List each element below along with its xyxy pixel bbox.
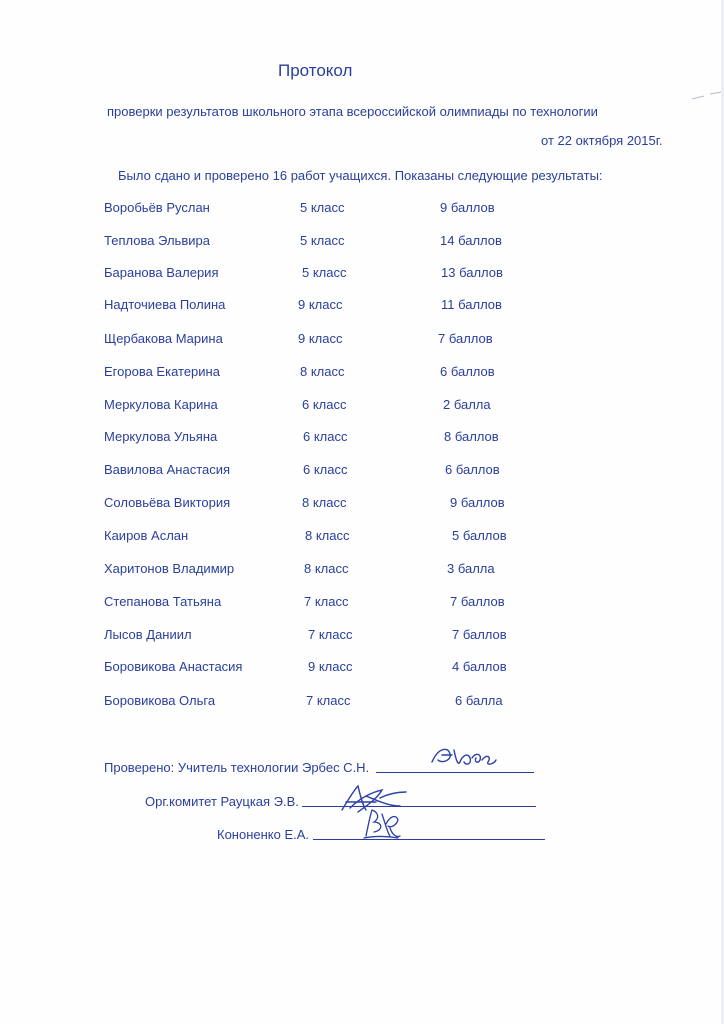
- student-grade: 6 класс: [302, 397, 347, 412]
- student-score: 13 баллов: [441, 265, 503, 280]
- student-name: Харитонов Владимир: [104, 561, 235, 576]
- student-grade: 5 класс: [302, 265, 347, 280]
- student-grade: 8 класс: [302, 495, 347, 510]
- student-name: Степанова Татьяна: [104, 594, 222, 609]
- student-score: 6 баллов: [445, 462, 500, 477]
- student-name: Баранова Валерия: [104, 265, 219, 280]
- student-score: 11 баллов: [441, 297, 502, 312]
- student-score: 6 балла: [455, 693, 503, 708]
- student-grade: 8 класс: [305, 528, 350, 543]
- student-name: Меркулова Карина: [104, 397, 218, 412]
- student-name: Воробьёв Руслан: [104, 200, 210, 215]
- student-score: 5 баллов: [452, 528, 507, 543]
- student-score: 9 баллов: [450, 495, 505, 510]
- student-name: Егорова Екатерина: [104, 364, 220, 379]
- student-grade: 9 класс: [308, 659, 353, 674]
- student-grade: 5 класс: [300, 200, 345, 215]
- student-name: Щербакова Марина: [104, 331, 223, 346]
- student-name: Лысов Даниил: [104, 627, 192, 642]
- student-grade: 7 класс: [304, 594, 349, 609]
- student-grade: 6 класс: [303, 462, 348, 477]
- student-grade: 8 класс: [300, 364, 345, 379]
- student-grade: 9 класс: [298, 297, 343, 312]
- student-name: Боровикова Анастасия: [104, 659, 243, 674]
- student-name: Соловьёва Виктория: [104, 495, 231, 510]
- student-score: 2 балла: [443, 397, 491, 412]
- member-label: Кононенко Е.А.: [217, 827, 310, 842]
- student-score: 8 баллов: [444, 429, 499, 444]
- document-intro: Было сдано и проверено 16 работ учащихся. Показаны следующие результаты:: [118, 168, 603, 183]
- student-grade: 6 класс: [303, 429, 348, 444]
- student-score: 3 балла: [447, 561, 495, 576]
- student-grade: 8 класс: [304, 561, 349, 576]
- student-name: Надточиева Полина: [104, 297, 226, 312]
- student-score: 14 баллов: [440, 233, 502, 248]
- student-grade: 7 класс: [306, 693, 351, 708]
- student-name: Меркулова Ульяна: [104, 429, 218, 444]
- student-grade: 7 класс: [308, 627, 353, 642]
- student-name: Теплова Эльвира: [104, 233, 210, 248]
- student-grade: 9 класс: [298, 331, 343, 346]
- document-title: Протокол: [278, 61, 353, 80]
- document-date: от 22 октября 2015г.: [541, 133, 663, 148]
- org-committee-label: Орг.комитет Рауцкая Э.В.: [145, 794, 299, 809]
- student-grade: 5 класс: [300, 233, 345, 248]
- student-score: 7 баллов: [438, 331, 493, 346]
- student-name: Вавилова Анастасия: [104, 462, 231, 477]
- student-score: 9 баллов: [440, 200, 495, 215]
- document-subtitle: проверки результатов школьного этапа всероссийской олимпиады по технологии: [107, 104, 598, 119]
- student-score: 6 баллов: [440, 364, 495, 379]
- checked-by-label: Проверено: Учитель технологии Эрбес С.Н.: [104, 760, 370, 775]
- student-score: 4 баллов: [452, 659, 507, 674]
- student-score: 7 баллов: [452, 627, 507, 642]
- student-name: Каиров Аслан: [104, 528, 189, 543]
- student-name: Боровикова Ольга: [104, 693, 216, 708]
- student-score: 7 баллов: [450, 594, 505, 609]
